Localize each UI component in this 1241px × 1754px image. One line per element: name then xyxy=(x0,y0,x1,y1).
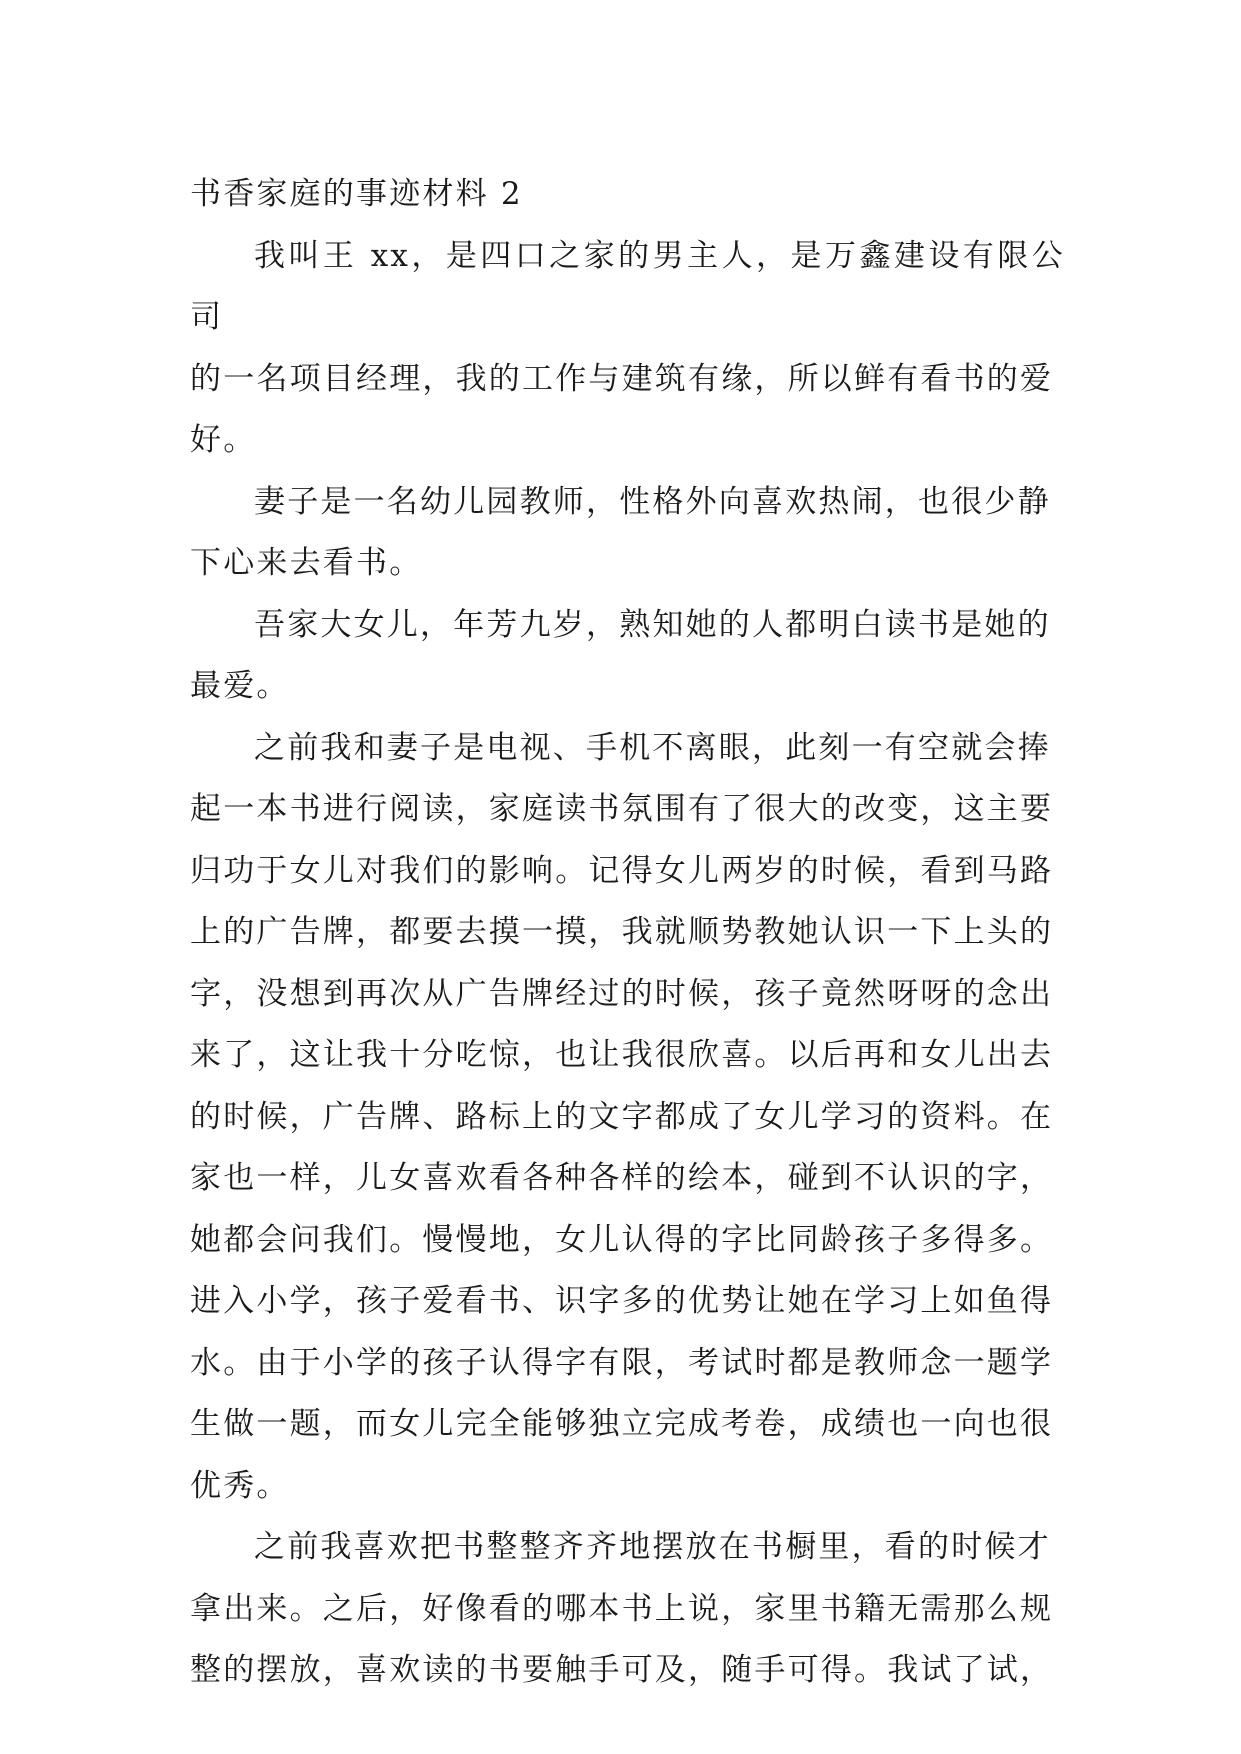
paragraph: 之前我和妻子是电视、手机不离眼，此刻一有空就会捧 起一本书进行阅读，家庭读书氛围有了很大的改变，这主要 归功于女儿对我们的影响。记得女儿两岁的时候，看到马路 上的广告牌，都要去摸一摸，我就顺势教她认识一下上头的 字，没想到再次从广告牌经过的时候，孩子竟然呀呀的念出 来了，这让我十分吃惊，也让我很欣喜。以后再和女儿出去 的时候，广告牌、路标上的文字都成了女儿学习的资料。在 家也一样，儿女喜欢看各种各样的绘本，碰到不认识的字， 她都会问我们。慢慢地，女儿认得的字比同龄孩子多得多。 进入小学，孩子爱看书、识字多的优势让她在学习上如鱼得 水。由于小学的孩子认得字有限，考试时都是教师念一题学 生做一题，而女儿完全能够独立完成考卷，成绩也一向也很 优秀。 xyxy=(190,729,1054,1504)
document-body xyxy=(190,164,1065,1702)
paragraph: 之前我喜欢把书整整齐齐地摆放在书橱里，看的时候才 拿出来。之后，好像看的哪本书上说，家里书籍无需那么规 整的摆放，喜欢读的书要触手可及，随手可得。我试了试， xyxy=(190,1529,1054,1688)
paragraph: 妻子是一名幼儿园教师，性格外向喜欢热闹，也很少静 下心来去看书。 xyxy=(190,483,1051,581)
paragraph: 吾家大女儿，年芳九岁，熟知她的人都明白读书是她的 最爱。 xyxy=(190,606,1051,704)
document-title: 书香家庭的事迹材料 2 xyxy=(190,176,523,212)
paragraph: 我叫王 xx，是四口之家的男主人，是万鑫建设有限公司 的一名项目经理，我的工作与建筑有缘，所以鲜有看书的爱 好。 xyxy=(190,237,1065,458)
